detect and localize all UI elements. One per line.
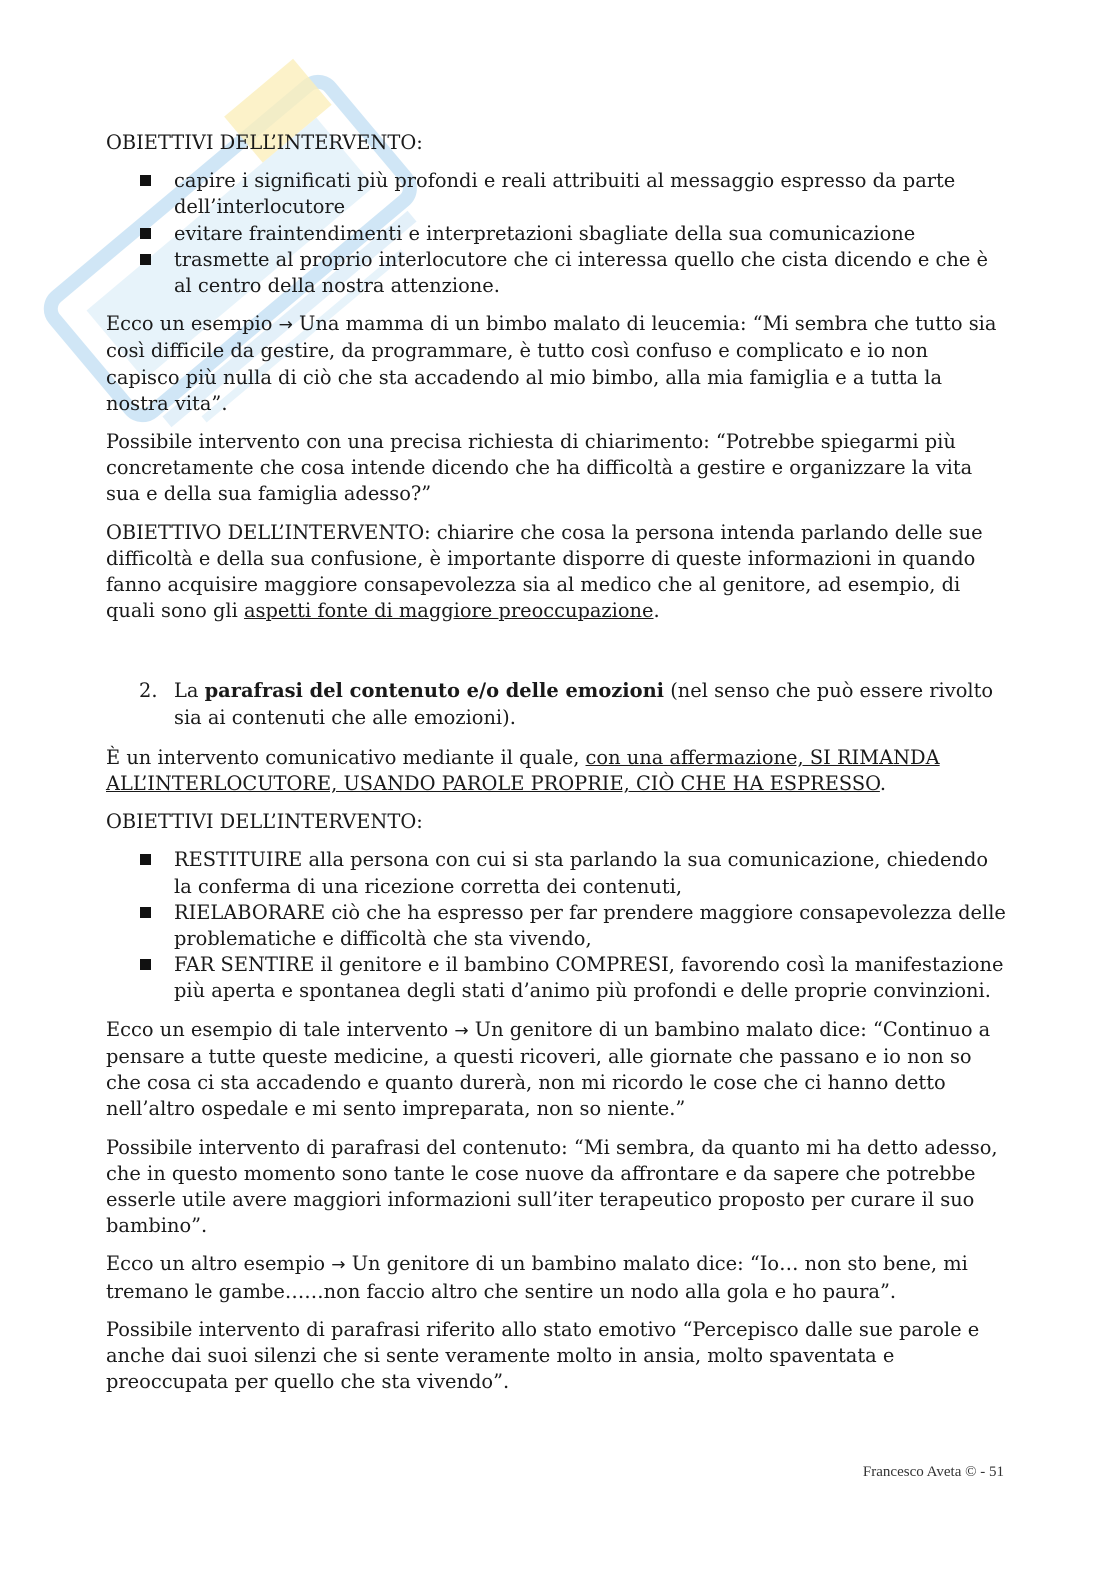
objectives-list-1 [106,168,1006,299]
example-paragraph-2 [106,1017,1006,1123]
paraphrase-paragraph-2: Possibile intervento di parafrasi riferito allo stato emotivo “Percepisco dalle sue parole e anche dai suoi silenzi che si sente veramente molto in ansia, molto spaventata e preoccupata per quello che sta vivendo”. [106,1317,980,1394]
list-item: trasmette al proprio interlocutore che ci interessa quello che cista dicendo e che è al centro della nostra attenzione. [106,247,1006,299]
example-intro: Ecco un esempio di tale intervento [106,1017,449,1041]
intervention-paragraph-1: Possibile intervento con una precisa richiesta di chiarimento: “Potrebbe spiegarmi più concretamente che cosa intende dicendo che ha difficoltà a gestire e organizzare la vita sua e della sua famiglia adesso?” [106,430,973,506]
objective-end: . [653,599,660,623]
definition-end: . [879,772,887,796]
arrow-right-icon: → [331,1255,346,1276]
page-footer: Francesco Aveta © - 51 [862,1464,1004,1480]
list-item: RIELABORARE ciò che ha espresso per far prendere maggiore consapevolezza delle problematiche e difficoltà che sta vivendo, [106,900,1006,952]
section-number: 2. [139,679,158,703]
arrow-right-icon: → [454,1020,469,1041]
list-item: capire i significati più profondi e reali attribuiti al messaggio espresso da parte dell’interlocutore [106,168,1006,220]
objective-text: OBIETTIVO DELL’INTERVENTO: chiarire che cosa la persona intenda parlando delle sue difficoltà e della sua confusione, è importante disporre di queste informazioni in quando fanno acquisire maggiore consapevolezza sia al medico che al genitore, ad esempio, di quali sono gli [106,520,983,623]
section-2-title [106,678,1006,730]
arrow-right-icon: → [278,315,293,336]
example-text: Un genitore di un bambino malato dice: “Io… non sto bene, mi tremano le gambe……non faccio altro che sentire un nodo alla gola e ho paura”. [106,1252,968,1303]
objectives-heading-2: OBIETTIVI DELL’INTERVENTO: [106,810,423,834]
list-item: FAR SENTIRE il genitore e il bambino COMPRESI, favorendo così la manifestazione più aperta e spontanea degli stati d’animo più profondi e delle proprie convinzioni. [106,952,1006,1004]
definition-underlined: con una affermazione, SI RIMANDA ALL’INTERLOCUTORE, USANDO PAROLE PROPRIE, CIÒ CHE HA ESPRESSO [106,745,940,796]
title-pre: La [174,679,199,703]
objectives-heading-1: OBIETTIVI DELL’INTERVENTO: [106,131,423,154]
definition-pre: È un intervento comunicativo mediante il quale, [106,745,580,769]
objective-underlined: aspetti fonte di maggiore preoccupazione [243,599,654,623]
paraphrase-paragraph-1: Possibile intervento di parafrasi del contenuto: “Mi sembra, da quanto mi ha detto adesso, che in questo momento sono tante le cose nuove da affrontare e da sapere che potrebbe esserle utile avere maggiori informazioni sull’iter terapeutico proposto per curare il suo bambino”. [106,1135,998,1238]
page-content [106,130,1006,1407]
example-text: Una mamma di un bimbo malato di leucemia: “Mi sembra che tutto sia così difficile da gestire, da programmare, è tutto così confuso e complicato e io non capisco più nulla di ciò che sta accadendo al mio bimbo, alla mia famiglia e a tutta la nostra vita”. [106,312,997,415]
objectives-list-2 [106,847,1006,1004]
definition-paragraph [106,745,1006,797]
example-paragraph-3 [106,1251,1006,1304]
example-text: Un genitore di un bambino malato dice: “Continuo a pensare a tutte queste medicine, a questi ricoveri, alle giornate che passano e io non so che cosa ci sta accadendo e quanto durerà, non mi ricordo le cose che ci hanno detto nell’altro ospedale e mi sento impreparata, non so niente.” [106,1017,991,1121]
example-intro: Ecco un esempio [106,312,273,336]
title-post: (nel senso che può essere rivolto sia ai contenuti che alle emozioni). [174,679,994,729]
example-intro: Ecco un altro esempio [106,1252,326,1276]
title-bold: parafrasi del contenuto e/o delle emozioni [204,679,665,703]
example-paragraph-1 [106,311,1006,417]
list-item: evitare fraintendimenti e interpretazioni sbagliate della sua comunicazione [106,221,1006,247]
list-item: RESTITUIRE alla persona con cui si sta parlando la sua comunicazione, chiedendo la conferma di una ricezione corretta dei contenuti, [106,847,1006,899]
objective-paragraph [106,520,1006,625]
